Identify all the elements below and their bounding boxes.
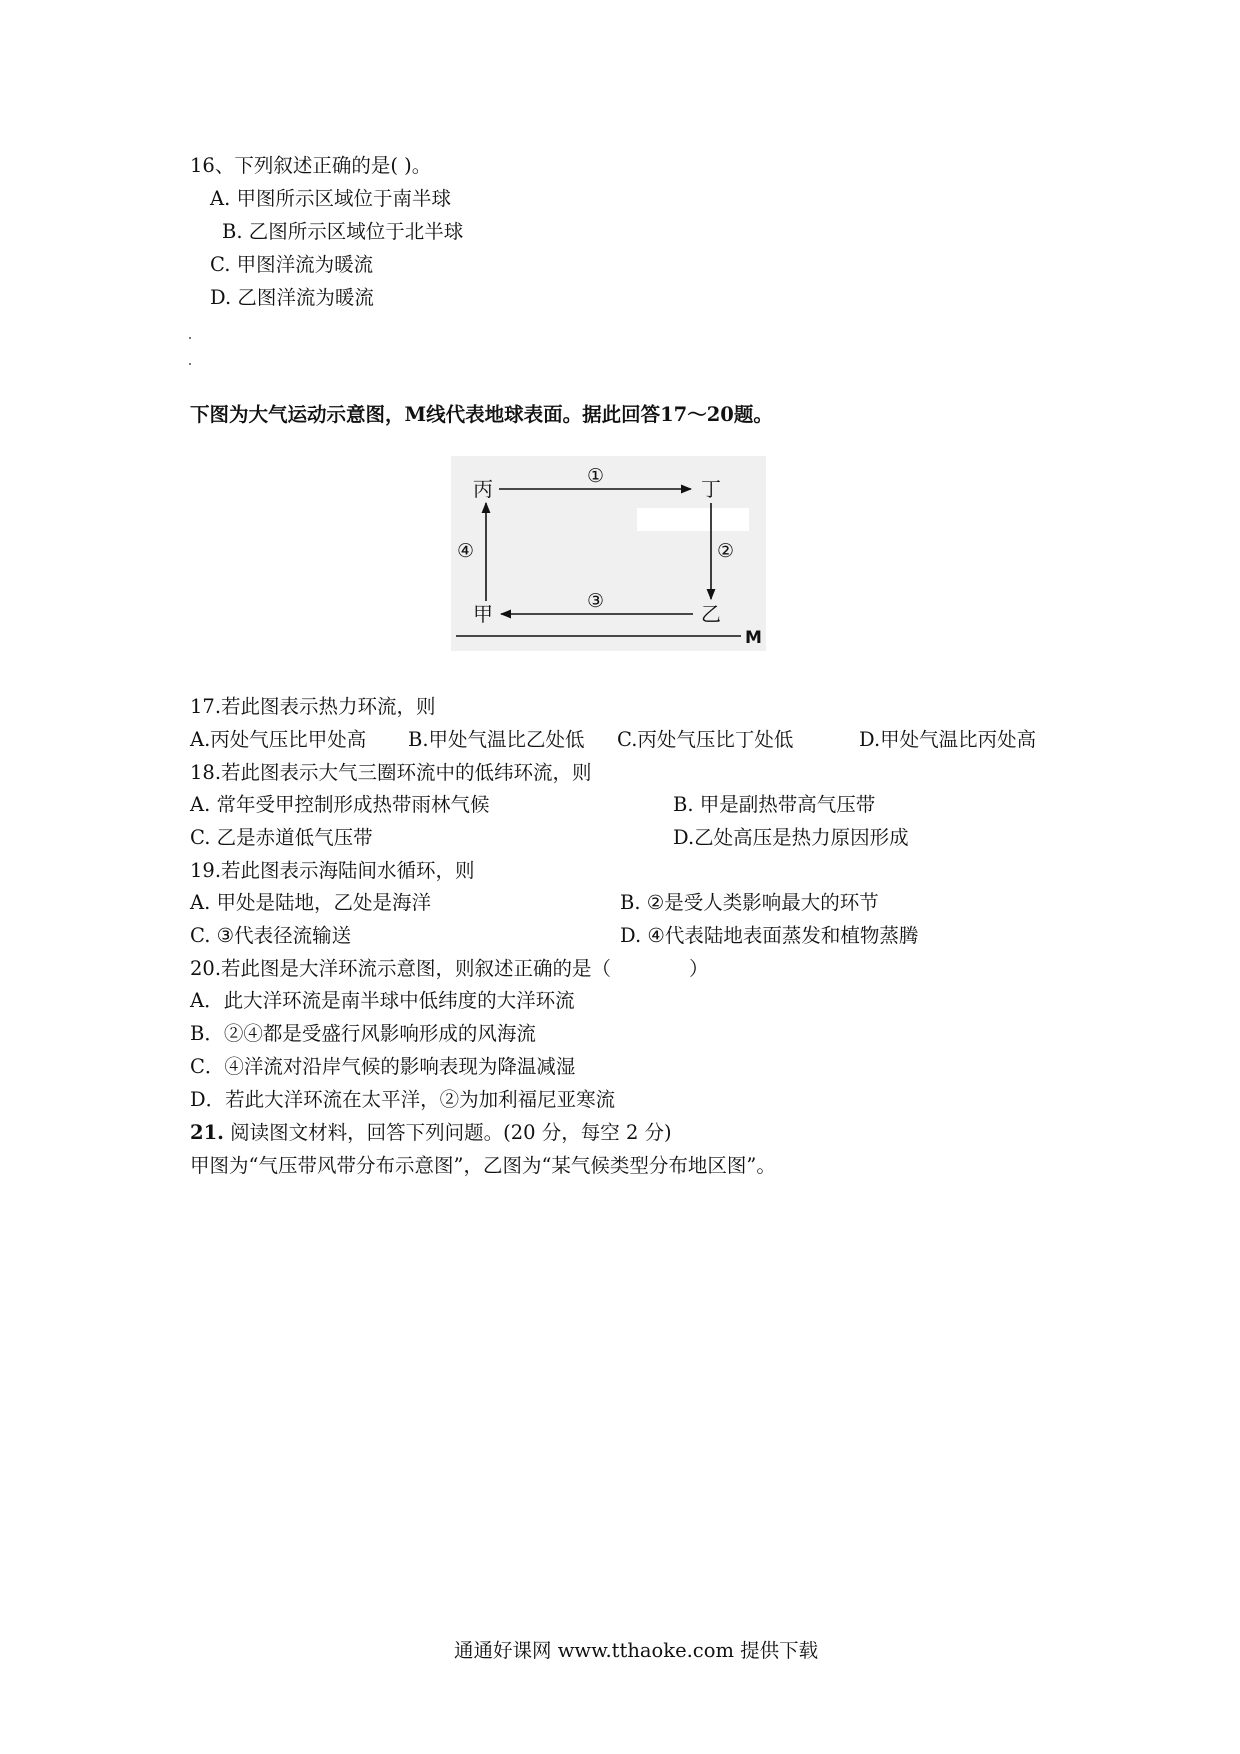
q20-stem: 20.若此图是大洋环流示意图，则叙述正确的是（ ）	[190, 957, 709, 980]
q20-option-a: A．此大洋环流是南半球中低纬度的大洋环流	[190, 989, 575, 1012]
arrow-4-label: ④	[457, 540, 475, 562]
q17-option-a: A.丙处气压比甲处高	[190, 728, 367, 751]
q20-option-c: C．④洋流对沿岸气候的影响表现为降温减湿	[190, 1055, 576, 1078]
q16-option-d: D. 乙图洋流为暖流	[210, 286, 374, 309]
q16-option-a: A. 甲图所示区域位于南半球	[210, 187, 451, 210]
q18-option-b: B. 甲是副热带高气压带	[673, 793, 876, 816]
arrow-2-label: ②	[717, 540, 735, 562]
node-ding: 丁	[701, 477, 721, 501]
q20-option-b: B．②④都是受盛行风影响形成的风海流	[190, 1022, 536, 1045]
q17-option-d: D.甲处气温比丙处高	[859, 728, 1037, 751]
q21-stem-line	[190, 1120, 672, 1146]
q18-stem: 18.若此图表示大气三圈环流中的低纬环流，则	[190, 761, 592, 784]
q19-option-d: D. ④代表陆地表面蒸发和植物蒸腾	[620, 924, 919, 947]
q20-option-d: D．若此大洋环流在太平洋，②为加利福尼亚寒流	[190, 1088, 616, 1111]
scan-speck	[189, 363, 191, 365]
q19-option-c: C. ③代表径流输送	[190, 924, 352, 947]
q21-description: 甲图为“气压带风带分布示意图”，乙图为“某气候类型分布地区图”。	[190, 1154, 776, 1177]
q17-stem: 17.若此图表示热力环流，则	[190, 695, 436, 718]
surface-label: M	[745, 628, 762, 648]
arrow-3-label: ③	[587, 590, 605, 612]
node-bing: 丙	[473, 477, 493, 501]
footer-watermark: 通通好课网 www.tthaoke.com 提供下载	[454, 1639, 819, 1662]
node-jia: 甲	[473, 602, 493, 626]
scan-speck	[189, 337, 191, 339]
q19-stem: 19.若此图表示海陆间水循环，则	[190, 859, 475, 882]
q16-option-b: B. 乙图所示区域位于北半球	[222, 220, 464, 243]
diagram-white-patch	[637, 508, 749, 531]
arrow-1-label: ①	[587, 465, 605, 487]
node-yi: 乙	[701, 602, 721, 626]
q19-option-b: B. ②是受人类影响最大的环节	[620, 891, 879, 914]
q19-option-a: A. 甲处是陆地，乙处是海洋	[190, 891, 431, 914]
atmosphere-circulation-diagram	[451, 456, 766, 651]
q16-stem: 16、下列叙述正确的是( )。	[190, 154, 432, 177]
q18-option-d: D.乙处高压是热力原因形成	[673, 826, 909, 849]
q17-option-c: C.丙处气压比丁处低	[617, 728, 794, 751]
q21-stem: 阅读图文材料，回答下列问题。(20 分，每空 2 分)	[223, 1121, 672, 1144]
q17-option-b: B.甲处气温比乙处低	[408, 728, 585, 751]
q18-option-a: A. 常年受甲控制形成热带雨林气候	[190, 793, 490, 816]
q16-option-c: C. 甲图洋流为暖流	[210, 253, 374, 276]
section-intro: 下图为大气运动示意图，M线代表地球表面。据此回答17～20题。	[190, 403, 773, 426]
q21-number: 21.	[190, 1121, 224, 1144]
q18-option-c: C. 乙是赤道低气压带	[190, 826, 373, 849]
